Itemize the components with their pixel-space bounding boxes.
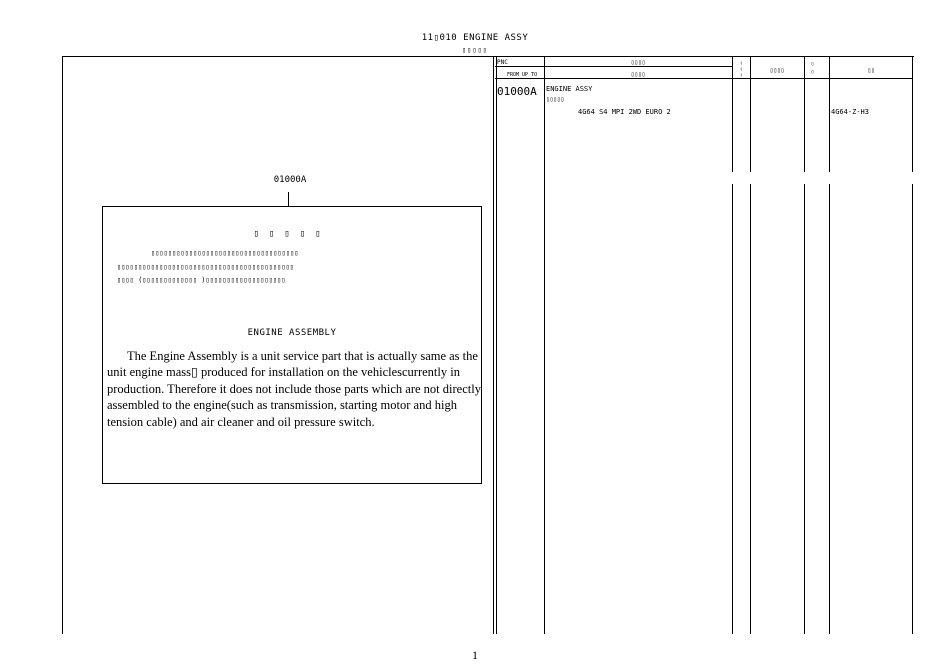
- note-jp-line: ▯▯▯▯▯▯▯▯▯▯▯▯▯▯▯▯▯▯▯▯▯▯▯▯▯▯▯▯▯▯▯▯▯▯▯: [151, 249, 299, 257]
- page-number: 1: [472, 648, 478, 662]
- table-row-remarks: 4G64-Z-H3: [831, 108, 869, 116]
- col-rule-name-lower: [732, 184, 733, 634]
- col-rule-pnc: [544, 56, 545, 634]
- header-qty: ▯ ▯ ▯: [740, 60, 743, 77]
- table-row-pnc: 01000A: [497, 85, 537, 98]
- note-jp-title: ▯▯▯▯▯: [253, 229, 331, 239]
- header-code: ▯ ▯: [811, 61, 815, 75]
- table-row-name-sub: ▯▯▯▯▯: [546, 96, 565, 103]
- note-jp-line: ▯▯▯▯ (▯▯▯▯▯▯▯▯▯▯▯▯▯ )▯▯▯▯▯▯▯▯▯▯▯▯▯▯▯▯▯▯▯: [117, 276, 286, 284]
- header-name-bottom: ▯▯▯▯: [630, 71, 646, 78]
- header-mid-rule: [495, 66, 733, 67]
- table-row-spec: 4G64 S4 MPI 2WD EURO 2: [578, 108, 671, 116]
- page-title: 11▯010 ENGINE ASSY: [421, 33, 529, 43]
- col-rule-right-lower: [912, 184, 913, 634]
- col-rule-code-lower: [829, 184, 830, 634]
- table-row-name: ENGINE ASSY: [546, 85, 593, 93]
- col-rule-partno-lower: [804, 184, 805, 634]
- header-pnc: PNC: [497, 59, 508, 66]
- note-en-title: ENGINE ASSEMBLY: [247, 328, 337, 338]
- header-name-top: ▯▯▯▯: [630, 59, 646, 66]
- note-en-paragraph: The Engine Assembly is a unit service part that is actually same as the unit engine mass▯ produced for installation on the vehiclescurrently in production. Therefore it does not include those parts which are not directly assembled to the engine(such as transmission, starting motor and high tension cable) and air cleaner and oil pressure switch.: [107, 349, 481, 429]
- illustration-ref-label: 01000A: [273, 175, 307, 185]
- frame-left-border: [62, 56, 63, 634]
- frame-top-border: [62, 56, 914, 57]
- header-bottom-rule: [495, 78, 913, 79]
- note-box: [102, 206, 482, 484]
- header-from-upto: FROM UP TO: [507, 72, 538, 78]
- note-en-body: [107, 348, 481, 430]
- note-jp-line: ▯▯▯▯▯▯▯▯▯▯▯▯▯▯▯▯▯▯▯▯▯▯▯▯▯▯▯▯▯▯▯▯▯▯▯▯▯▯▯▯▯▯: [117, 263, 295, 271]
- header-partno: ▯▯▯▯: [769, 67, 785, 74]
- page-subtitle: ▯▯▯▯▯: [461, 46, 489, 54]
- col-rule-qty-lower: [750, 184, 751, 634]
- header-remarks: ▯▯: [867, 67, 875, 74]
- panel-divider: [493, 56, 497, 634]
- leader-line: [288, 192, 289, 206]
- col-rule-right: [912, 56, 913, 172]
